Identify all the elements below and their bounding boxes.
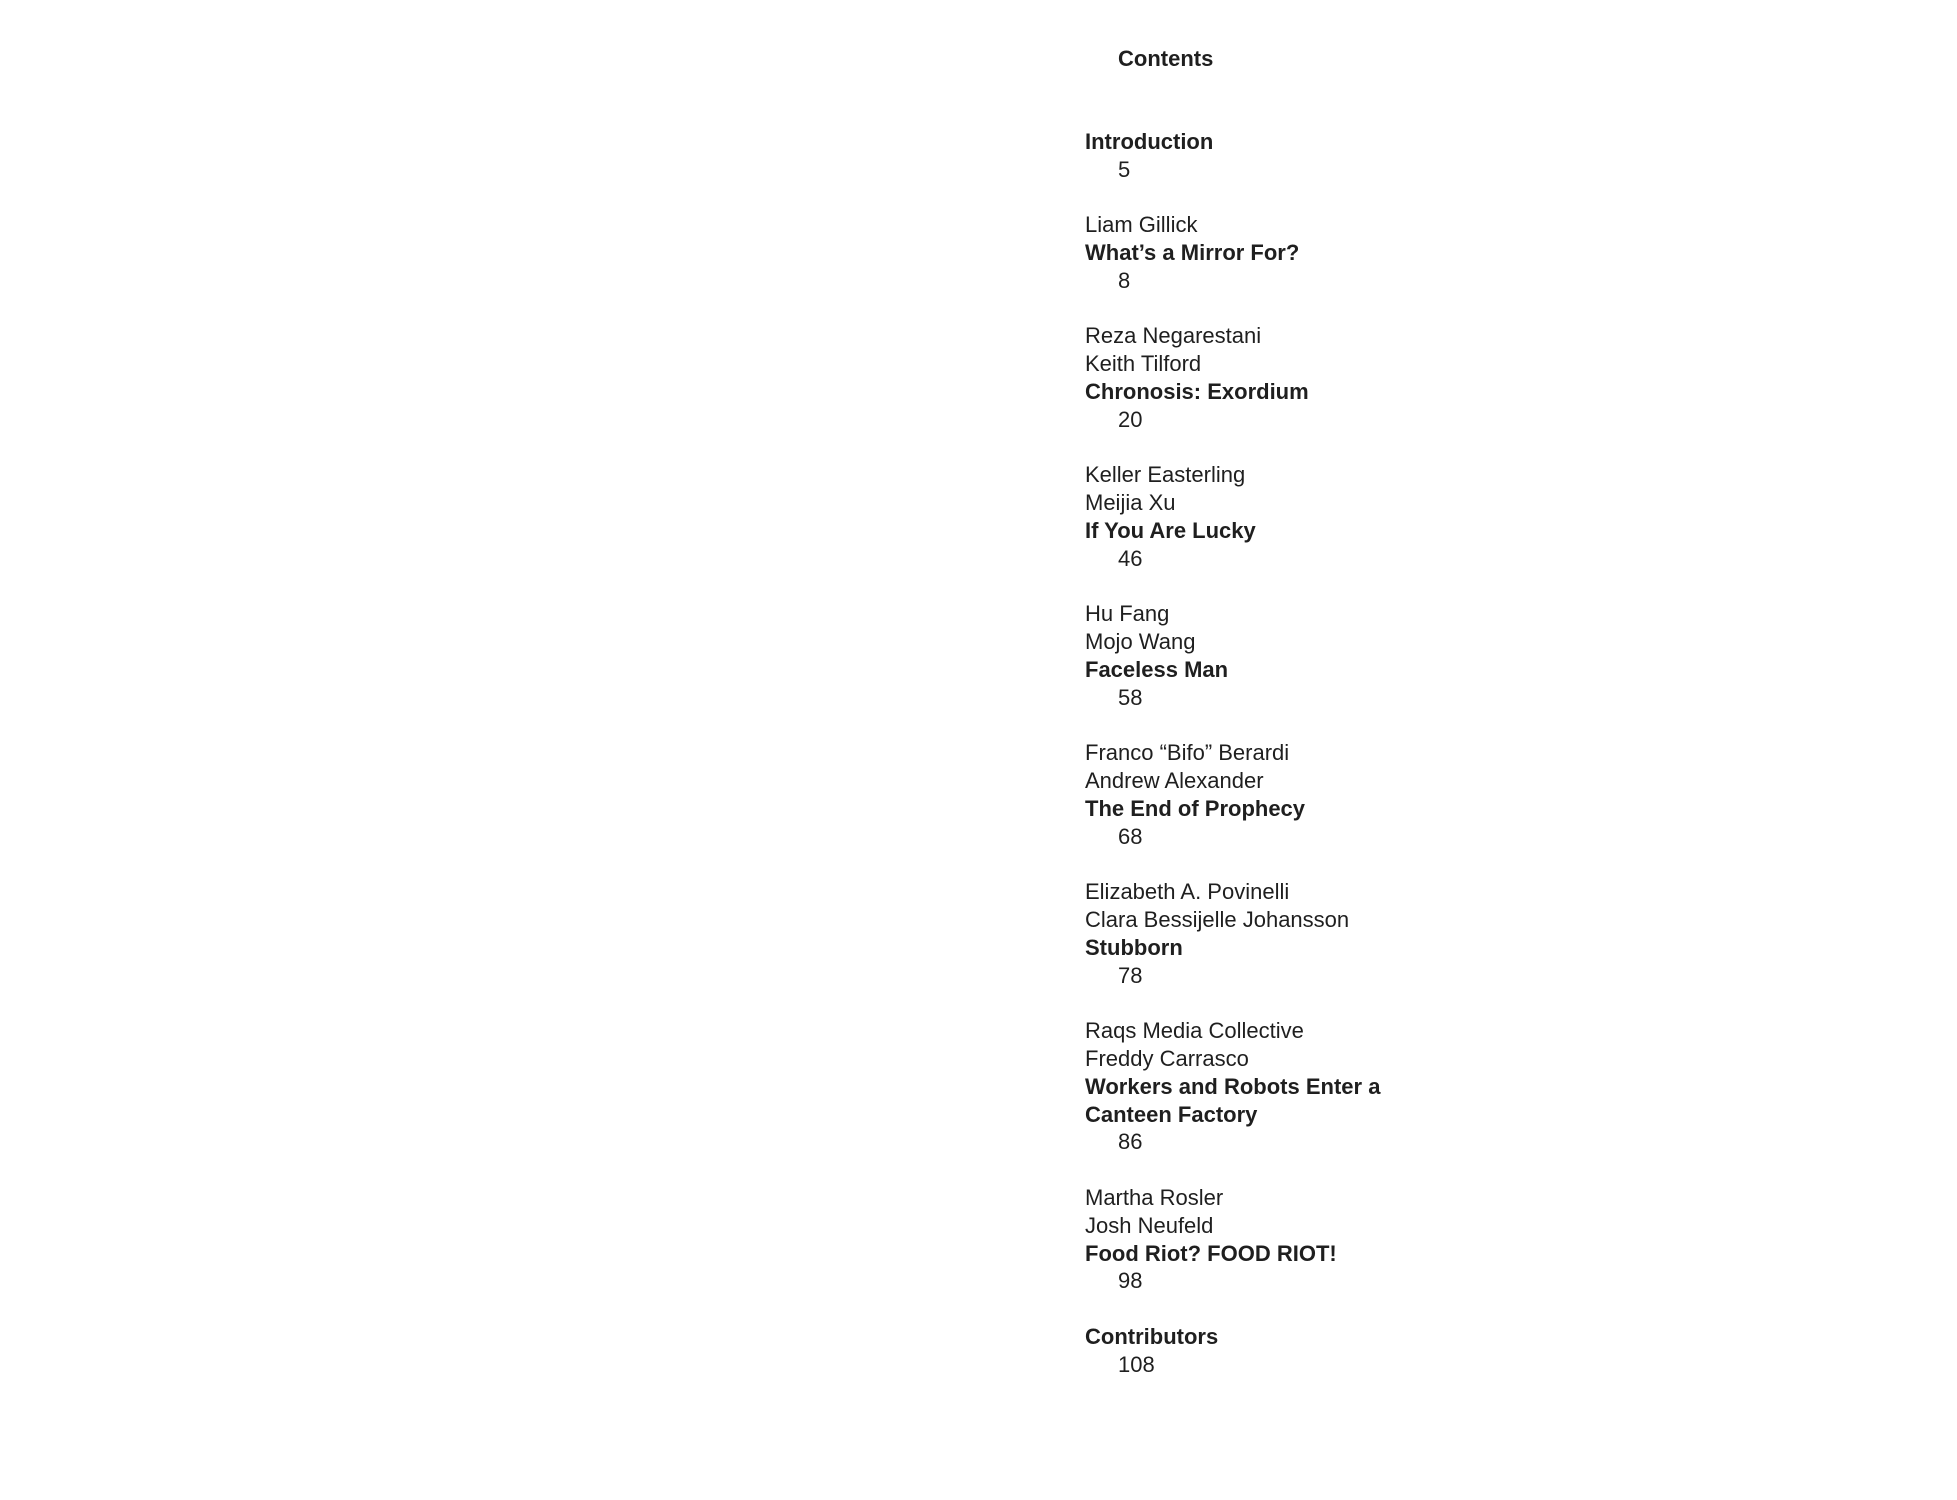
entry-page-number: 20 — [1118, 406, 1143, 432]
entry-page-number: 58 — [1118, 684, 1143, 710]
entry-title-line-1: Workers and Robots Enter a — [1085, 1073, 1381, 1099]
entry-illustrator: Keith Tilford — [1085, 351, 1202, 377]
entry-author: Hu Fang — [1085, 601, 1170, 627]
toc-entry[interactable] — [1085, 878, 1585, 989]
entry-author: Raqs Media Collective — [1085, 1018, 1304, 1044]
toc-entry-contributors[interactable] — [1085, 1323, 1585, 1379]
entry-title: Stubborn — [1085, 934, 1183, 960]
entry-illustrator: Mojo Wang — [1085, 629, 1196, 655]
entry-author: Keller Easterling — [1085, 462, 1246, 488]
entry-title: The End of Prophecy — [1085, 795, 1306, 821]
toc-entry[interactable] — [1085, 211, 1585, 294]
entry-page-number: 68 — [1118, 823, 1143, 849]
toc-entry[interactable] — [1085, 739, 1585, 850]
table-of-contents — [1085, 45, 1585, 1406]
entry-title-line-2: Canteen Factory — [1085, 1101, 1258, 1127]
entry-illustrator: Josh Neufeld — [1085, 1212, 1214, 1238]
toc-entry[interactable] — [1085, 322, 1585, 433]
entry-title: Chronosis: Exordium — [1085, 378, 1309, 404]
entry-illustrator: Clara Bessijelle Johansson — [1085, 907, 1350, 933]
entry-page-number: 86 — [1118, 1129, 1143, 1155]
entry-page-number: 46 — [1118, 545, 1143, 571]
contents-heading: Contents — [1118, 46, 1214, 71]
entry-title: What’s a Mirror For? — [1085, 239, 1300, 265]
entry-illustrator: Meijia Xu — [1085, 490, 1176, 516]
entry-page-number: 5 — [1118, 156, 1131, 182]
toc-entry[interactable] — [1085, 1017, 1585, 1156]
entry-page-number: 108 — [1118, 1351, 1155, 1377]
entry-title: If You Are Lucky — [1085, 517, 1256, 543]
toc-entry[interactable] — [1085, 461, 1585, 572]
entry-page-number: 78 — [1118, 962, 1143, 988]
entry-page-number: 98 — [1118, 1268, 1143, 1294]
entry-author: Reza Negarestani — [1085, 323, 1262, 349]
entry-illustrator: Andrew Alexander — [1085, 768, 1264, 794]
entry-title: Food Riot? FOOD RIOT! — [1085, 1240, 1337, 1266]
entry-page-number: 8 — [1118, 267, 1131, 293]
entry-author: Martha Rosler — [1085, 1185, 1224, 1211]
entry-author: Franco “Bifo” Berardi — [1085, 740, 1290, 766]
entry-illustrator: Freddy Carrasco — [1085, 1046, 1249, 1072]
entry-author: Liam Gillick — [1085, 212, 1198, 238]
entry-title: Contributors — [1085, 1324, 1219, 1350]
toc-entry[interactable] — [1085, 600, 1585, 711]
toc-entry[interactable] — [1085, 1184, 1585, 1295]
entry-title: Faceless Man — [1085, 656, 1229, 682]
toc-entry-introduction[interactable] — [1085, 128, 1585, 184]
entry-author: Elizabeth A. Povinelli — [1085, 879, 1290, 905]
entry-title: Introduction — [1085, 128, 1214, 154]
